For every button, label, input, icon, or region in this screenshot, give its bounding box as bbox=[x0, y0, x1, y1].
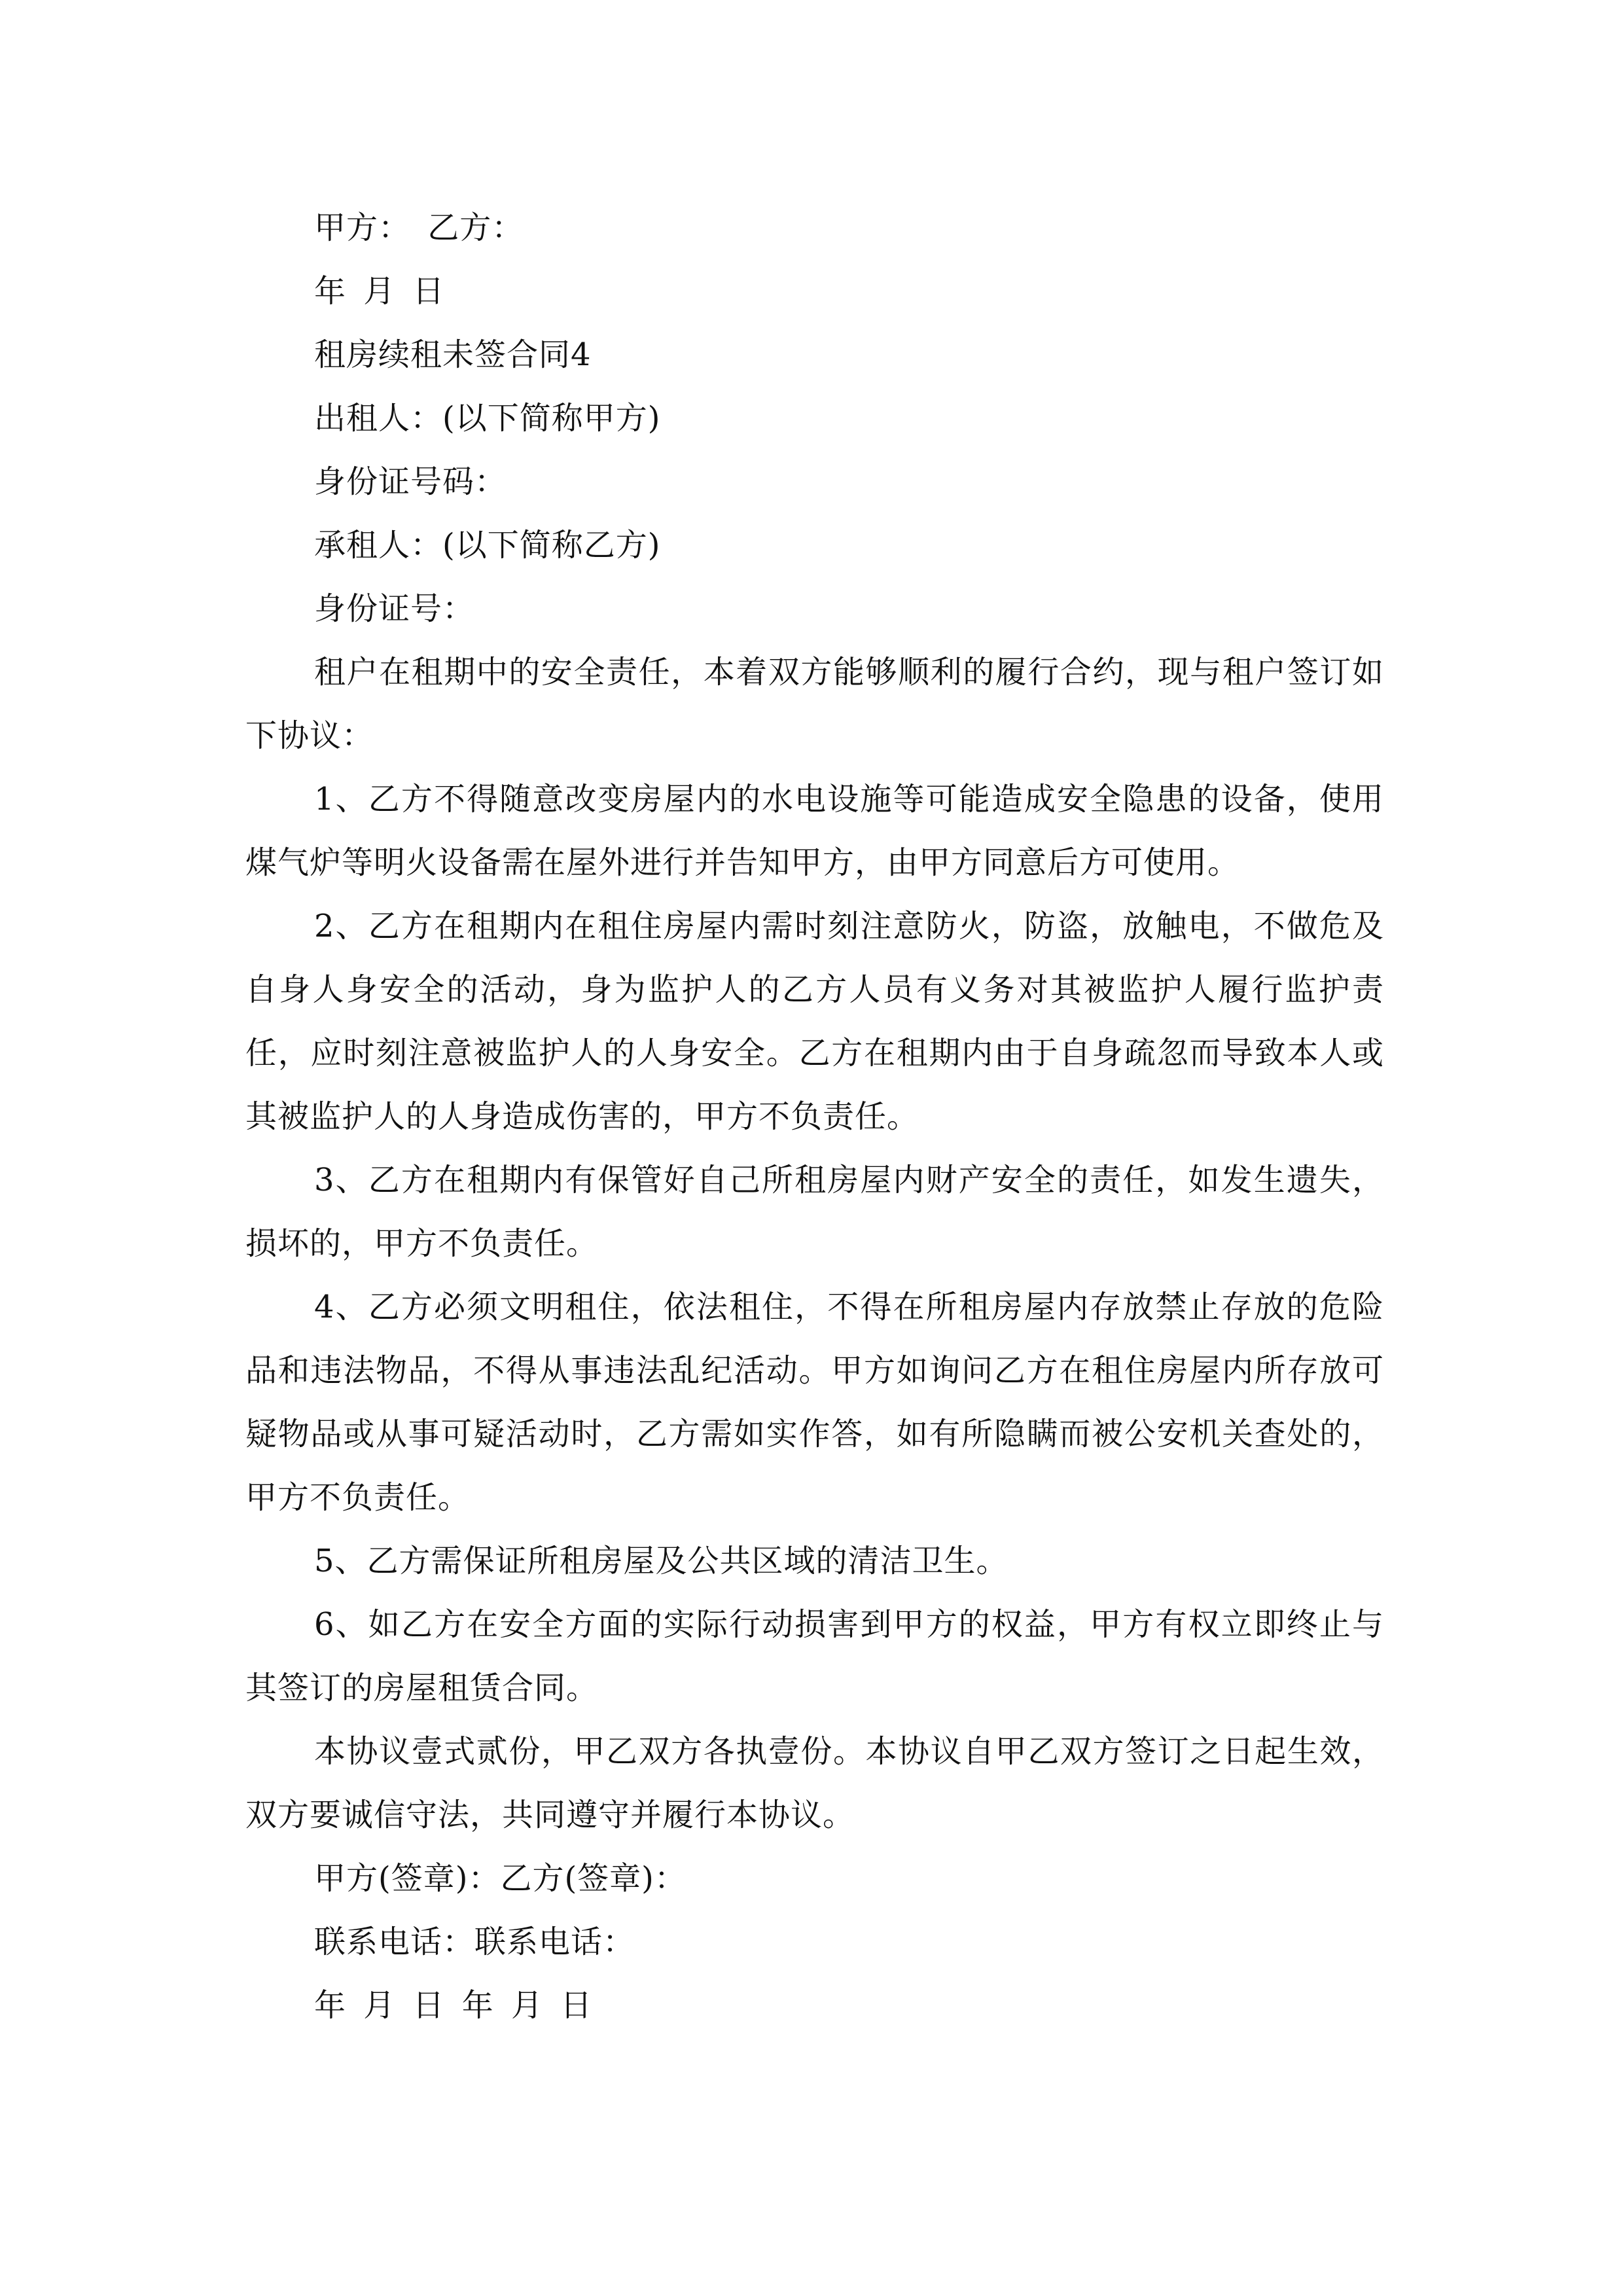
lessee-id-line: 身份证号： bbox=[314, 590, 475, 627]
document-body bbox=[245, 196, 1384, 2037]
closing-paragraph: 本协议壹式贰份，甲乙双方各执壹份。本协议自甲乙双方签订之日起生效，双方要诚信守法，共同遵守并履行本协议。 bbox=[245, 1733, 1384, 1833]
date-line-top: 年 月 日 bbox=[314, 273, 445, 310]
intro-paragraph: 租户在租期中的安全责任，本着双方能够顺利的履行合约，现与租户签订如下协议： bbox=[245, 654, 1384, 754]
contract-title: 租房续租未签合同4 bbox=[314, 336, 592, 373]
signature-line-top: 甲方： 乙方： bbox=[314, 209, 524, 246]
lessor-line: 出租人：(以下简称甲方) bbox=[314, 400, 661, 437]
clause-6: 6、如乙方在安全方面的实际行动损害到甲方的权益，甲方有权立即终止与其签订的房屋租赁合同。 bbox=[245, 1606, 1384, 1706]
phone-line: 联系电话：联系电话： bbox=[314, 1924, 635, 1960]
lessee-line: 承租人：(以下简称乙方) bbox=[314, 527, 661, 564]
clause-5: 5、乙方需保证所租房屋及公共区域的清洁卫生。 bbox=[314, 1543, 1008, 1579]
signature-line-bottom: 甲方(签章)：乙方(签章)： bbox=[314, 1860, 687, 1897]
date-line-bottom: 年 月 日 年 月 日 bbox=[314, 1987, 593, 2024]
clause-4: 4、乙方必须文明租住，依法租住，不得在所租房屋内存放禁止存放的危险品和违法物品，不得从事违法乱纪活动。甲方如询问乙方在租住房屋内所存放可疑物品或从事可疑活动时，乙方需如实作答，如有所隐瞒而被公安机关查处的，甲方不负责任。 bbox=[245, 1289, 1384, 1516]
clause-3: 3、乙方在租期内有保管好自己所租房屋内财产安全的责任，如发生遗失，损坏的，甲方不负责任。 bbox=[245, 1162, 1384, 1262]
clause-1: 1、乙方不得随意改变房屋内的水电设施等可能造成安全隐患的设备，使用煤气炉等明火设备需在屋外进行并告知甲方，由甲方同意后方可使用。 bbox=[245, 781, 1384, 881]
lessor-id-line: 身份证号码： bbox=[314, 463, 507, 500]
clause-2: 2、乙方在租期内在租住房屋内需时刻注意防火，防盗，放触电，不做危及自身人身安全的活动，身为监护人的乙方人员有义务对其被监护人履行监护责任，应时刻注意被监护人的人身安全。乙方在租期内由于自身疏忽而导致本人或其被监护人的人身造成伤害的，甲方不负责任。 bbox=[245, 908, 1384, 1135]
